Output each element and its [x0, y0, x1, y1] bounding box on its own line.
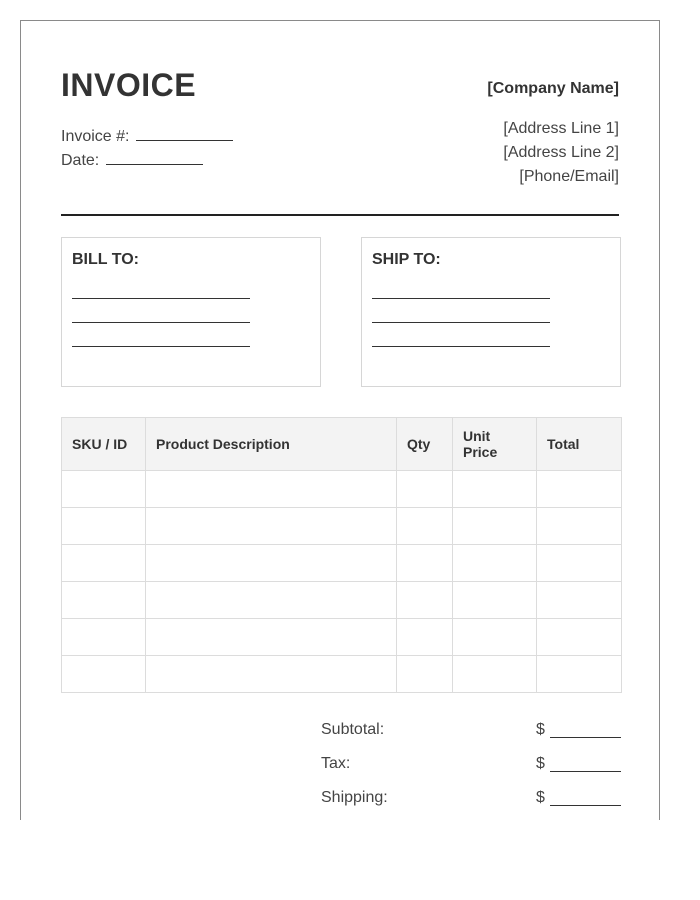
company-contact: [Phone/Email]	[519, 168, 619, 185]
ship-to-box	[361, 237, 621, 387]
header-qty: Qty	[397, 418, 453, 471]
invoice-sheet	[20, 20, 660, 820]
cell-total[interactable]	[537, 582, 622, 619]
header-unit-price: Unit Price	[453, 418, 537, 471]
invoice-number-blank[interactable]	[136, 126, 233, 141]
invoice-number-row	[61, 125, 233, 149]
tax-label: Tax:	[321, 755, 351, 772]
cell-qty[interactable]	[397, 619, 453, 656]
cell-description[interactable]	[146, 619, 397, 656]
cell-description[interactable]	[146, 545, 397, 582]
ship-to-line-3[interactable]	[372, 346, 550, 347]
header-sku: SKU / ID	[62, 418, 146, 471]
cell-total[interactable]	[537, 619, 622, 656]
header-total: Total	[537, 418, 622, 471]
table-row	[62, 471, 622, 508]
items-header-row	[62, 418, 622, 471]
ship-to-label: SHIP TO:	[372, 251, 441, 268]
cell-description[interactable]	[146, 582, 397, 619]
cell-total[interactable]	[537, 545, 622, 582]
table-row	[62, 508, 622, 545]
invoice-date-label: Date:	[61, 152, 100, 169]
cell-sku[interactable]	[62, 508, 146, 545]
shipping-label: Shipping:	[321, 789, 388, 806]
cell-total[interactable]	[537, 656, 622, 693]
cell-qty[interactable]	[397, 656, 453, 693]
cell-unit-price[interactable]	[453, 545, 537, 582]
bill-to-line-2[interactable]	[72, 322, 250, 323]
shipping-blank[interactable]	[550, 805, 621, 806]
cell-sku[interactable]	[62, 656, 146, 693]
invoice-number-label: Invoice #:	[61, 128, 130, 145]
company-address-line-1: [Address Line 1]	[503, 120, 619, 137]
cell-sku[interactable]	[62, 619, 146, 656]
tax-row	[321, 755, 621, 789]
shipping-currency: $	[536, 789, 545, 806]
subtotal-currency: $	[536, 721, 545, 738]
cell-sku[interactable]	[62, 471, 146, 508]
cell-description[interactable]	[146, 656, 397, 693]
cell-qty[interactable]	[397, 582, 453, 619]
cell-total[interactable]	[537, 508, 622, 545]
table-row	[62, 545, 622, 582]
cell-sku[interactable]	[62, 545, 146, 582]
cell-unit-price[interactable]	[453, 582, 537, 619]
table-row	[62, 619, 622, 656]
shipping-row	[321, 789, 621, 820]
cell-unit-price[interactable]	[453, 471, 537, 508]
invoice-title: INVOICE	[61, 67, 197, 103]
company-name: [Company Name]	[487, 80, 619, 97]
bill-to-line-3[interactable]	[72, 346, 250, 347]
tax-blank[interactable]	[550, 771, 621, 772]
tax-currency: $	[536, 755, 545, 772]
ship-to-line-1[interactable]	[372, 298, 550, 299]
subtotal-label: Subtotal:	[321, 721, 385, 738]
totals-block	[321, 721, 621, 820]
cell-unit-price[interactable]	[453, 508, 537, 545]
table-row	[62, 656, 622, 693]
cell-qty[interactable]	[397, 471, 453, 508]
invoice-date-blank[interactable]	[106, 150, 203, 165]
items-table	[61, 417, 622, 693]
cell-unit-price[interactable]	[453, 656, 537, 693]
invoice-meta	[61, 125, 233, 173]
cell-unit-price[interactable]	[453, 619, 537, 656]
header-description: Product Description	[146, 418, 397, 471]
cell-sku[interactable]	[62, 582, 146, 619]
cell-description[interactable]	[146, 471, 397, 508]
bill-to-label: BILL TO:	[72, 251, 139, 268]
table-row	[62, 582, 622, 619]
bill-to-box	[61, 237, 321, 387]
company-address-line-2: [Address Line 2]	[503, 144, 619, 161]
header-divider	[61, 214, 619, 216]
bill-to-line-1[interactable]	[72, 298, 250, 299]
ship-to-line-2[interactable]	[372, 322, 550, 323]
company-block	[487, 77, 619, 189]
cell-description[interactable]	[146, 508, 397, 545]
subtotal-row	[321, 721, 621, 755]
cell-qty[interactable]	[397, 508, 453, 545]
cell-qty[interactable]	[397, 545, 453, 582]
cell-total[interactable]	[537, 471, 622, 508]
items-body	[62, 471, 622, 693]
invoice-date-row	[61, 149, 233, 173]
subtotal-blank[interactable]	[550, 737, 621, 738]
